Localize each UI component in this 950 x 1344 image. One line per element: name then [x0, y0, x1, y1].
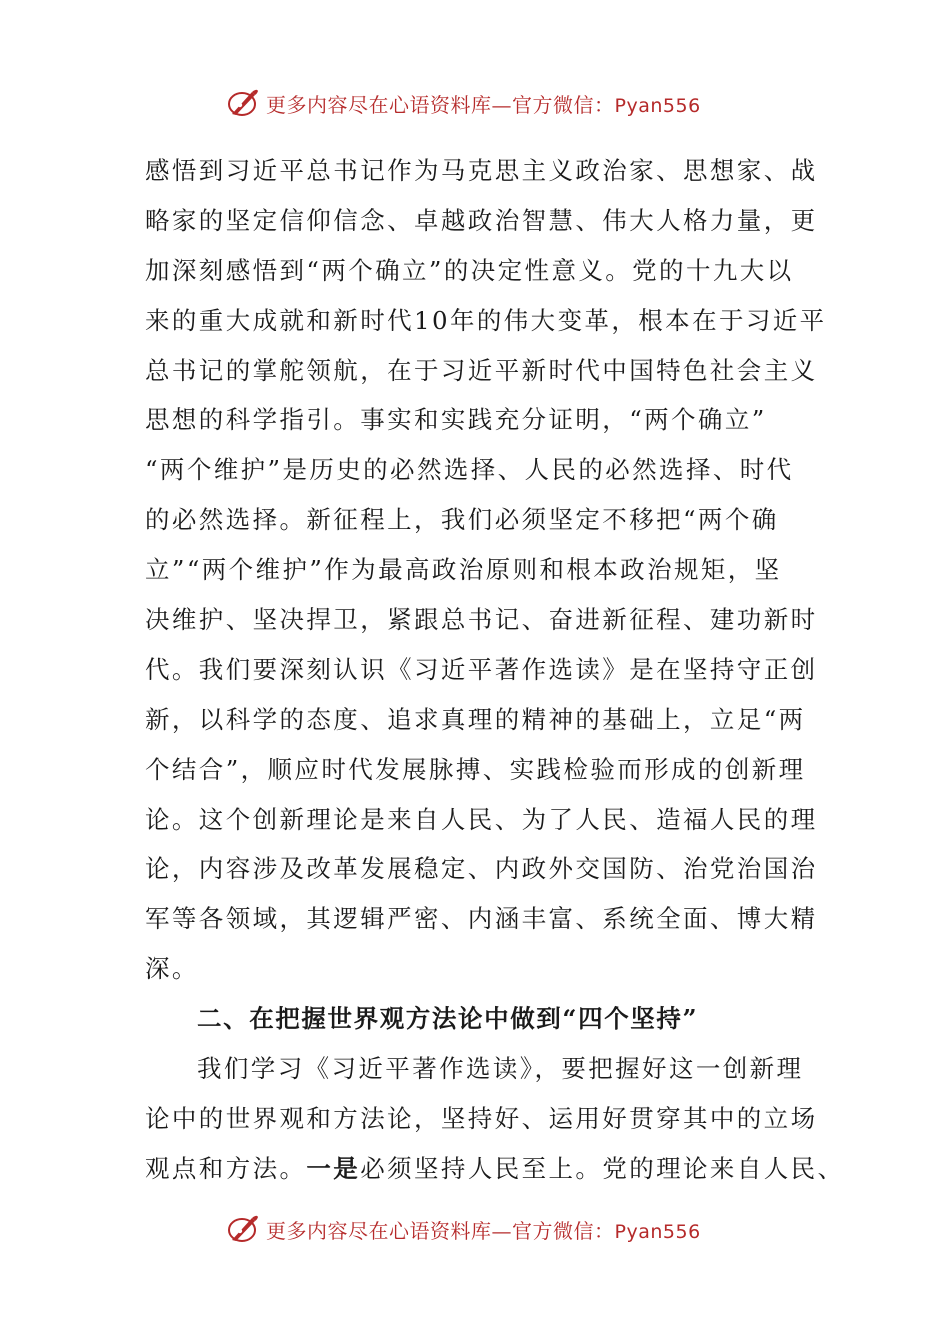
text-line: 加深刻感悟到“两个确立”的决定性意义。党的十九大以 [145, 255, 794, 285]
section-heading: 二、在把握世界观方法论中做到“四个坚持” [197, 1004, 699, 1034]
text-line: 略家的坚定信仰信念、卓越政治智慧、伟大人格力量，更 [145, 205, 818, 235]
footer-watermark-banner [0, 1212, 950, 1246]
text-line: “两个维护”是历史的必然选择、人民的必然选择、时代 [145, 455, 794, 485]
text-line: 的必然选择。新征程上，我们必须坚定不移把“两个确 [145, 505, 779, 535]
quill-pen-logo-icon [226, 1213, 260, 1245]
text-line: 我们学习《习近平著作选读》，要把握好这一创新理 [197, 1054, 804, 1084]
text-line: 论，内容涉及改革发展稳定、内政外交国防、治党治国治 [145, 854, 818, 884]
text-line: 论。这个创新理论是来自人民、为了人民、造福人民的理 [145, 804, 818, 834]
document-body [145, 146, 845, 1194]
banner-text: 更多内容尽在心语资料库—官方微信：Pyan556 [266, 92, 701, 117]
text-line: 深。 [145, 954, 199, 984]
text-line: 观点和方法。一是必须坚持人民至上。党的理论来自人民、 [145, 1153, 845, 1183]
text-line: 来的重大成就和新时代10年的伟大变革，根本在于习近平 [145, 305, 827, 335]
text-line: 论中的世界观和方法论，坚持好、运用好贯穿其中的立场 [145, 1103, 818, 1133]
text-line: 总书记的掌舵领航，在于习近平新时代中国特色社会主义 [145, 355, 818, 385]
quill-pen-logo-icon [226, 87, 260, 119]
text-line: 个结合”，顺应时代发展脉搏、实践检验而形成的创新理 [145, 754, 806, 784]
text-line: 军等各领域，其逻辑严密、内涵丰富、系统全面、博大精 [145, 904, 818, 934]
header-watermark-banner [0, 86, 950, 120]
banner-text: 更多内容尽在心语资料库—官方微信：Pyan556 [266, 1218, 701, 1243]
text-line: 思想的科学指引。事实和实践充分证明，“两个确立” [145, 405, 767, 435]
emphasis-text: 一是 [306, 1153, 361, 1183]
wechat-id: Pyan556 [614, 94, 701, 117]
text-line: 立”“两个维护”作为最高政治原则和根本政治规矩，坚 [145, 555, 782, 585]
text-line: 决维护、坚决捍卫，紧跟总书记、奋进新征程、建功新时 [145, 605, 818, 635]
text-line: 新，以科学的态度、追求真理的精神的基础上，立足“两 [145, 704, 806, 734]
text-line: 代。我们要深刻认识《习近平著作选读》是在坚持守正创 [145, 654, 818, 684]
wechat-id: Pyan556 [614, 1220, 701, 1243]
text-line: 感悟到习近平总书记作为马克思主义政治家、思想家、战 [145, 156, 818, 185]
